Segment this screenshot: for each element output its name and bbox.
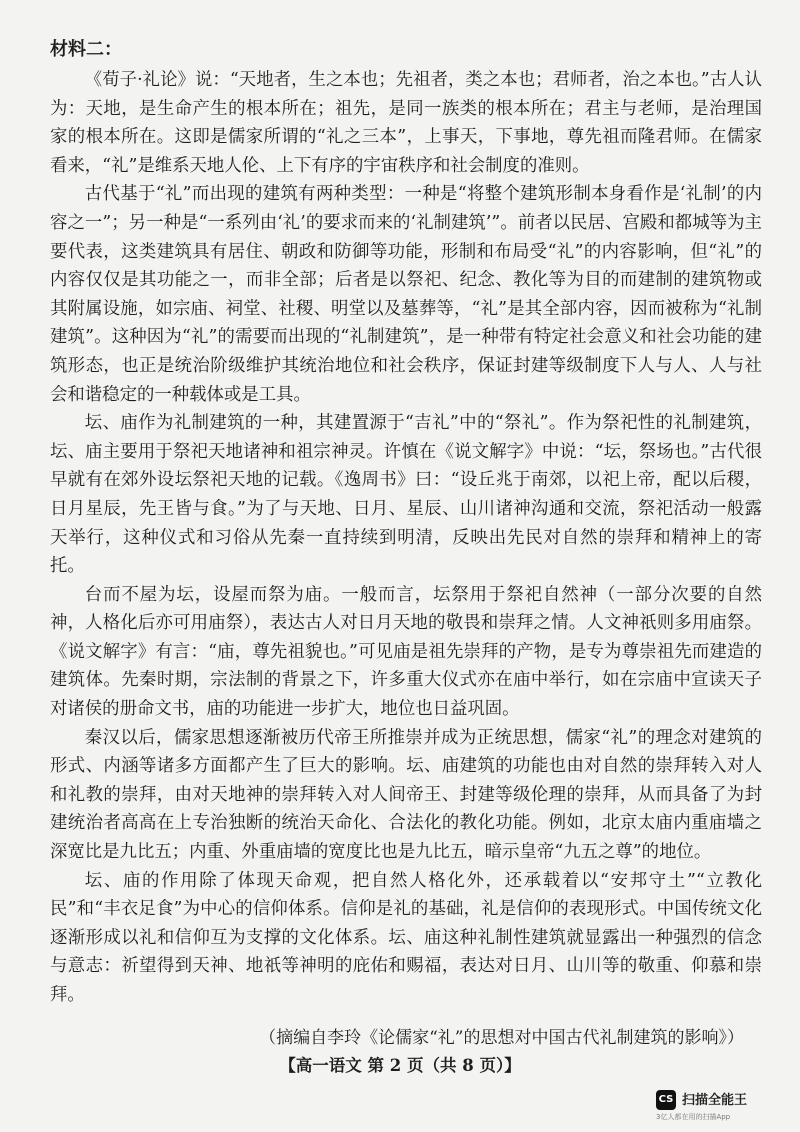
paragraph-5: 秦汉以后，儒家思想逐渐被历代帝王所推崇并成为正统思想，儒家“礼”的理念对建筑的形式、内涵等诸多方面都产生了巨大的影响。坛、庙建筑的功能也由对自然的崇拜转入对人和礼教的崇拜，由对天地神的崇拜转入对人间帝王、封建等级伦理的崇拜，从而具备了为封建统治者高高在上专治独断的统治天命化、合法化的教化功能。例如，北京太庙内重庙墙之深宽比是九比五；内重、外重庙墙的宽度比也是九比五，暗示皇帝“九五之尊”的地位。 xyxy=(50,727,762,863)
paragraph-1: 《荀子·礼论》说：“天地者，生之本也；先祖者，类之本也；君师者，治之本也。”古人认为：天地，是生命产生的根本所在；祖先，是同一族类的根本所在；君主与老师，是治理国家的根本所在。这即是儒家所谓的“礼之三本”，上事天，下事地，尊先祖而隆君师。在儒家看来，“礼”是维系天地人伦、上下有序的宇宙秩序和社会制度的准则。 xyxy=(50,70,762,176)
section-heading: 材料二： xyxy=(50,39,122,60)
watermark-app-name: 扫描全能王 xyxy=(682,1093,748,1108)
paragraph-4: 台而不屋为坛，设屋而祭为庙。一般而言，坛祭用于祭祀自然神（一部分次要的自然神，人格化后亦可用庙祭），表达古人对日月天地的敬畏和崇拜之情。人文神祇则多用庙祭。《说文解字》有言：“庙，尊先祖貌也。”可见庙是祖先崇拜的产物，是专为尊崇祖先而建造的建筑体。先秦时期，宗法制的背景之下，许多重大仪式亦在庙中举行，如在宗庙中宣读天子对诸侯的册命文书，庙的功能进一步扩大，地位也日益巩固。 xyxy=(50,584,762,720)
source-citation: （摘编自李玲《论儒家“礼”的思想对中国古代礼制建筑的影响》） xyxy=(259,1027,744,1048)
scanner-watermark xyxy=(656,1088,786,1124)
paragraph-3: 坛、庙作为礼制建筑的一种，其建置源于“吉礼”中的“祭礼”。作为祭祀性的礼制建筑，坛、庙主要用于祭祀天地诸神和祖宗神灵。许慎在《说文解字》中说：“坛，祭场也。”古代很早就有在郊外设坛祭祀天地的记载。《逸周书》曰：“设丘兆于南郊，以祀上帝，配以后稷，日月星辰，先王皆与食。”为了与天地、日月、星辰、山川诸神沟通和交流，祭祀活动一般露天举行，这种仪式和习俗从先秦一直持续到明清，反映出先民对自然的崇拜和精神上的寄托。 xyxy=(50,413,762,577)
page-footer: 【高一语文 第 2 页（共 8 页）】 xyxy=(279,1056,521,1075)
document-page xyxy=(50,36,762,1052)
watermark-tagline: 3亿人都在用的扫描App xyxy=(656,1113,731,1121)
camscanner-logo-icon: CS xyxy=(656,1090,676,1110)
paragraph-6: 坛、庙的作用除了体现天命观，把自然人格化外，还承载着以“安邦守土”“立教化民”和“丰衣足食”为中心的信仰体系。信仰是礼的基础，礼是信仰的表现形式。中国传统文化逐渐形成以礼和信仰互为支撑的文化体系。坛、庙这种礼制性建筑就显露出一种强烈的信念与意志：祈望得到天神、地祇等神明的庇佑和赐福，表达对日月、山川等的敬重、仰慕和崇拜。 xyxy=(50,870,762,1005)
paragraph-2: 古代基于“礼”而出现的建筑有两种类型：一种是“将整个建筑形制本身看作是‘礼制’的内容之一”；另一种是“一系列由‘礼’的要求而来的‘礼制建筑’”。前者以民居、宫殿和都城等为主要代表，这类建筑具有居住、朝政和防御等功能，形制和布局受“礼”的内容影响，但“礼”的内容仅仅是其功能之一，而非全部；后者是以祭祀、纪念、教化等为目的而建制的建筑物或其附属设施，如宗庙、祠堂、社稷、明堂以及墓葬等，“礼”是其全部内容，因而被称为“礼制建筑”。这种因为“礼”的需要而出现的“礼制建筑”，是一种带有特定社会意义和社会功能的建筑形态，也正是统治阶级维护其统治地位和社会秩序，保证封建等级制度下人与人、人与社会和谐稳定的一种载体或是工具。 xyxy=(50,184,762,405)
